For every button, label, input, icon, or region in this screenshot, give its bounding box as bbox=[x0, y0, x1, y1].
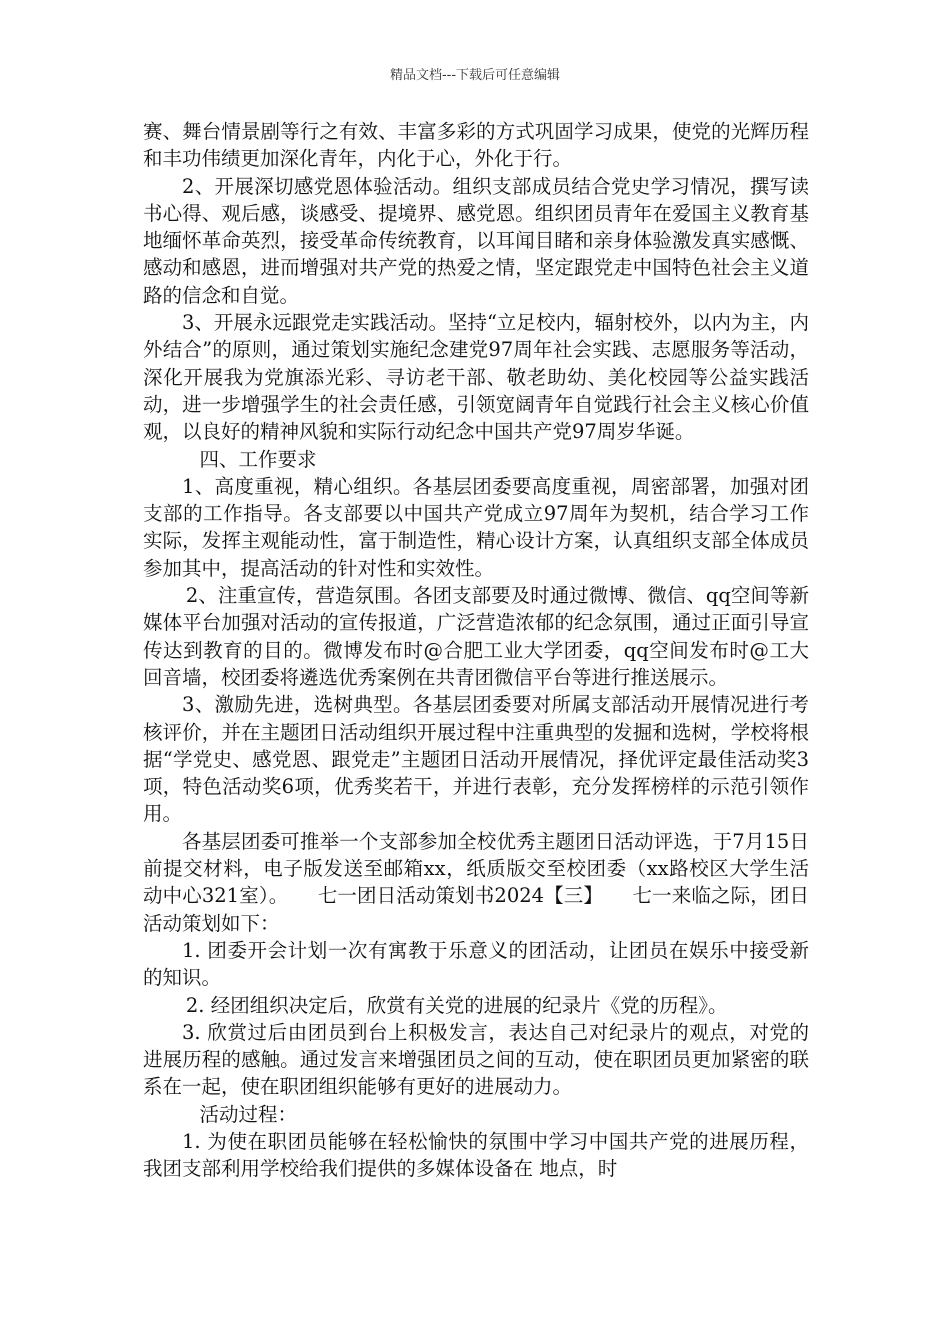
paragraph-plan-1: 1. 团委开会计划一次有寓教于乐意义的团活动，让团员在娱乐中接受新的知识。 bbox=[143, 938, 809, 990]
section-heading: 四、工作要求 bbox=[199, 447, 317, 471]
paragraph-plan-2: 2. 经团组织决定后，欣赏有关党的进展的纪录片《党的历程》。 bbox=[185, 993, 728, 1017]
paragraph-submission: 各基层团委可推举一个支部参加全校优秀主题团日活动评选，于7月15日前提交材料，电子版发送至邮箱xx，纸质版交至校团委（xx路校区大学生活动中心321室）。 七一团日活动策划书2024【三】 七一来临之际，团日活动策划如下： bbox=[143, 829, 809, 935]
paragraph-requirement-1: 1、高度重视，精心组织。各基层团委要高度重视，周密部署，加强对团支部的工作指导。各支部要以中国共产党成立97周年为契机，结合学习工作实际，发挥主观能动性，富于制造性，精心设计方案，认真组织支部全体成员参加其中，提高活动的针对性和实效性。 bbox=[143, 474, 809, 580]
document-body bbox=[143, 118, 809, 1183]
paragraph-plan-3: 3. 欣赏过后由团员到台上积极发言，表达自己对纪录片的观点，对党的进展历程的感触。通过发言来增强团员之间的互动，使在职团员更加紧密的联系在一起，使在职团组织能够有更好的进展动力。 bbox=[143, 1020, 809, 1099]
activity-process-heading: 活动过程： bbox=[199, 1102, 298, 1126]
paragraph-process-1: 1. 为使在职团员能够在轻松愉快的氛围中学习中国共产党的进展历程，我团支部利用学校给我们提供的多媒体设备在 地点，时 bbox=[143, 1129, 809, 1181]
page-header: 精品文档---下载后可任意编辑 bbox=[389, 68, 561, 83]
paragraph-item-3: 3、开展永远跟党走实践活动。坚持“立足校内，辐射校外，以内为主，内外结合”的原则，通过策划实施纪念建党97周年社会实践、志愿服务等活动，深化开展我为党旗添光彩、寻访老干部、敬老助幼、美化校园等公益实践活动，进一步增强学生的社会责任感，引领宽阔青年自觉践行社会主义核心价值观，以良好的精神风貌和实际行动纪念中国共产党97周岁华诞。 bbox=[143, 311, 809, 444]
paragraph-item-2: 2、开展深切感党恩体验活动。组织支部成员结合党史学习情况，撰写读书心得、观后感，谈感受、提境界、感党恩。组织团员青年在爱国主义教育基地缅怀革命英烈，接受革命传统教育，以耳闻目睹和亲身体验激发真实感慨、感动和感恩，进而增强对共产党的热爱之情，坚定跟党走中国特色社会主义道路的信念和自觉。 bbox=[143, 174, 809, 307]
paragraph-requirement-2: 2、注重宣传，营造氛围。各团支部要及时通过微博、微信、qq空间等新媒体平台加强对活动的宣传报道，广泛营造浓郁的纪念氛围，通过正面引导宣传达到教育的目的。微博发布时@合肥工业大学团委，qq空间发布时@工大回音墙，校团委将遴选优秀案例在共青团微信平台等进行推送展示。 bbox=[143, 584, 809, 689]
paragraph-requirement-3: 3、激励先进，选树典型。各基层团委要对所属支部活动开展情况进行考核评价，并在主题团日活动组织开展过程中注重典型的发掘和选树，学校将根据“学党史、感党恩、跟党走”主题团日活动开展情况，择优评定最佳活动奖3项，特色活动奖6项，优秀奖若干，并进行表彰，充分发挥榜样的示范引领作用。 bbox=[143, 693, 809, 826]
paragraph-continuation: 赛、舞台情景剧等行之有效、丰富多彩的方式巩固学习成果，使党的光辉历程和丰功伟绩更加深化青年，内化于心，外化于行。 bbox=[143, 120, 809, 171]
